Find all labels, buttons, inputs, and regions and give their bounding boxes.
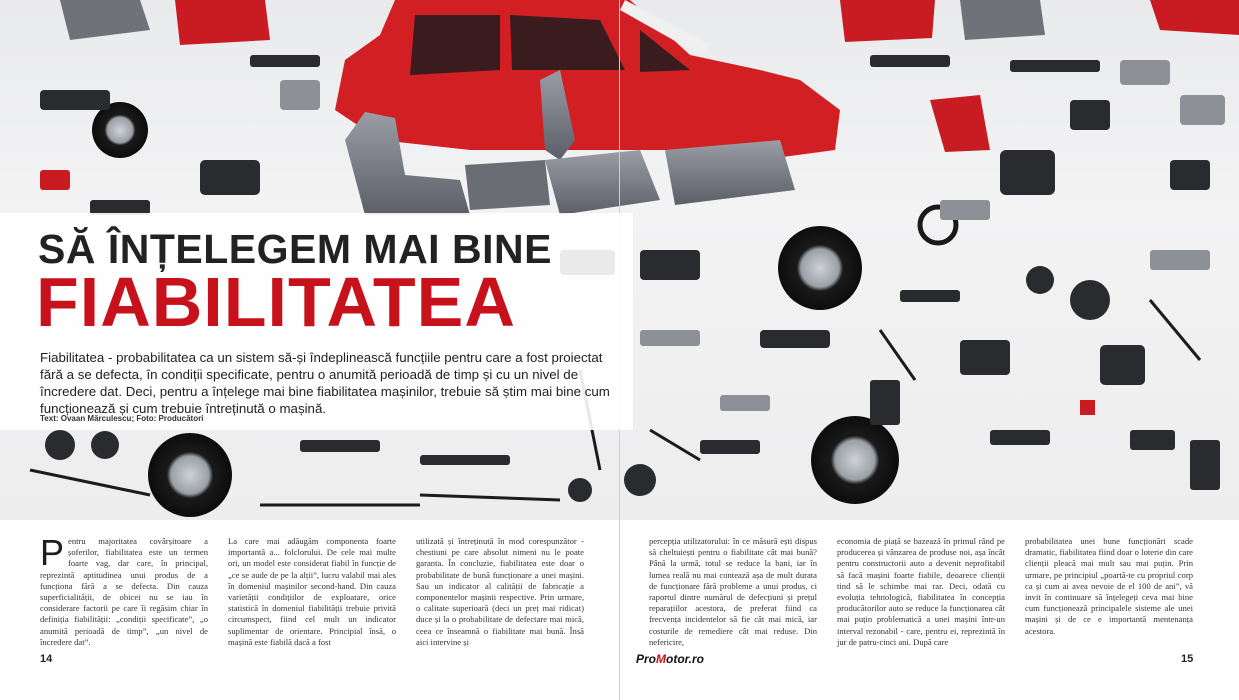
text-column-6: probabilitatea unei bune funcționări scade dramatic, fiabilitatea fiind doar o loterie din care clienții pleacă mai mult sau mai puțin. Prin urmare, pe principiul „poartă-te cu propriul corp ca și cum ai avea nevoie de el 100 de ani”, vă invit în continuare să înțelegeți ceva mai bine cum funcționează principalele sisteme ale unei mașini și de ce e importantă mentenanța acestora.	[1025, 536, 1193, 636]
brand-logo-part1: Pro	[636, 652, 657, 666]
lead-paragraph: Fiabilitatea - probabilitatea ca un sistem să-și îndeplinească funcțiile pentru care a fost proiectat fără a se defecta, în condiții specificate, pentru o anumită perioadă de timp și cu un nivel de încredere dat. Deci, pentru a înțelege mai bine fiabilitatea mașinilor, trebuie să știm mai bine cum funcționează și cum trebuie întreținută o mașină.	[40, 350, 610, 416]
headline-line1: SĂ ÎNȚELEGEM MAI BINE	[38, 226, 552, 272]
brand-logo-part2: otor.ro	[666, 652, 705, 666]
page-number-left: 14	[40, 653, 53, 665]
title-panel-edge	[628, 213, 633, 430]
text-column-3: utilizată și întreținută în mod corespunzător - chestiuni pe care absolut nimeni nu le poate garanta. În concluzie, fiabilitatea este doar o probabilitate de bună funcționare a unei mașini. Sau un indicator al calității de fabricație a componentelor mașinii respective. Prin urmare, o calitate superioară (deci un preț mai ridicat) duce și la o probabilitate de defectare mai mică, ceea ce înseamnă o fiabilitate mai bună. Însă aici intervine și	[416, 536, 584, 647]
brand-logo	[636, 652, 704, 666]
article-credits: Text: Ovaan Mărculescu; Foto: Producători	[40, 414, 204, 423]
text-column-5: economia de piață se bazează în primul rând pe producerea și vânzarea de produse noi, așa încât pentru constructorii auto a devenit neprofitabil să facă mașini foarte fiabile, deoarece clienții tind să le schimbe mai rar. Deci, odată cu evoluția tehnologică, fiabilitatea în concepția producătorilor auto se reduce la funcționarea cât mai puțin problematică a unei mașini într-un interval rezonabil - care, pentru ei, reprezintă în jur de patru-cinci ani. După care	[837, 536, 1005, 647]
column-1-text: entru majoritatea covârșitoare a șoferilor, fiabilitatea este un termen foarte vag, dar care, în principal, reprezintă aptitudinea unui produs de a funcționa fără a se defecta. Din cauza superficialității, de obicei nu se iau în considerare factorii pe care îi regăsim chiar în definiția fiabilității: „condiții specificate”, „o anumită perioadă de timp”, „un nivel de încredere dat”.	[40, 536, 208, 647]
page-number-right: 15	[1181, 653, 1194, 665]
text-column-2: La care mai adăugăm componenta foarte importantă a... folclorului. De cele mai multe ori, un model este considerat fiabil în funcție de „ce se aude de pe la alții”, lucru valabil mai ales în domeniul mașinilor second-hand. Din cauza varietății condițiilor de exploatare, orice statistică în domeniul fiabilității trebuie privită circumspect, fiind cel mult un indicator suplimentar de orientare. Principial însă, o mașină este fiabilă dacă a fost	[228, 536, 396, 647]
headline-line2: FIABILITATEA	[36, 263, 516, 341]
drop-cap: P	[40, 532, 65, 573]
text-column-4: percepția utilizatorului: în ce măsură ești dispus să cheltuiești pentru o fiabilitate cât mai bună? Până la urmă, totul se reduce la bani, iar în lumea reală nu mai contează așa de mult durata de funcționare fără probleme a unui produs, ci raportul dintre numărul de defecțiuni și prețul reparațiilor acestora, de preferat fiind ca frecvența incidentelor să fie cât mai mică, iar costurile de remediere cât mai reduse. Din nefericire,	[649, 536, 817, 647]
text-column-1	[40, 532, 208, 648]
brand-logo-m: M	[656, 652, 667, 666]
